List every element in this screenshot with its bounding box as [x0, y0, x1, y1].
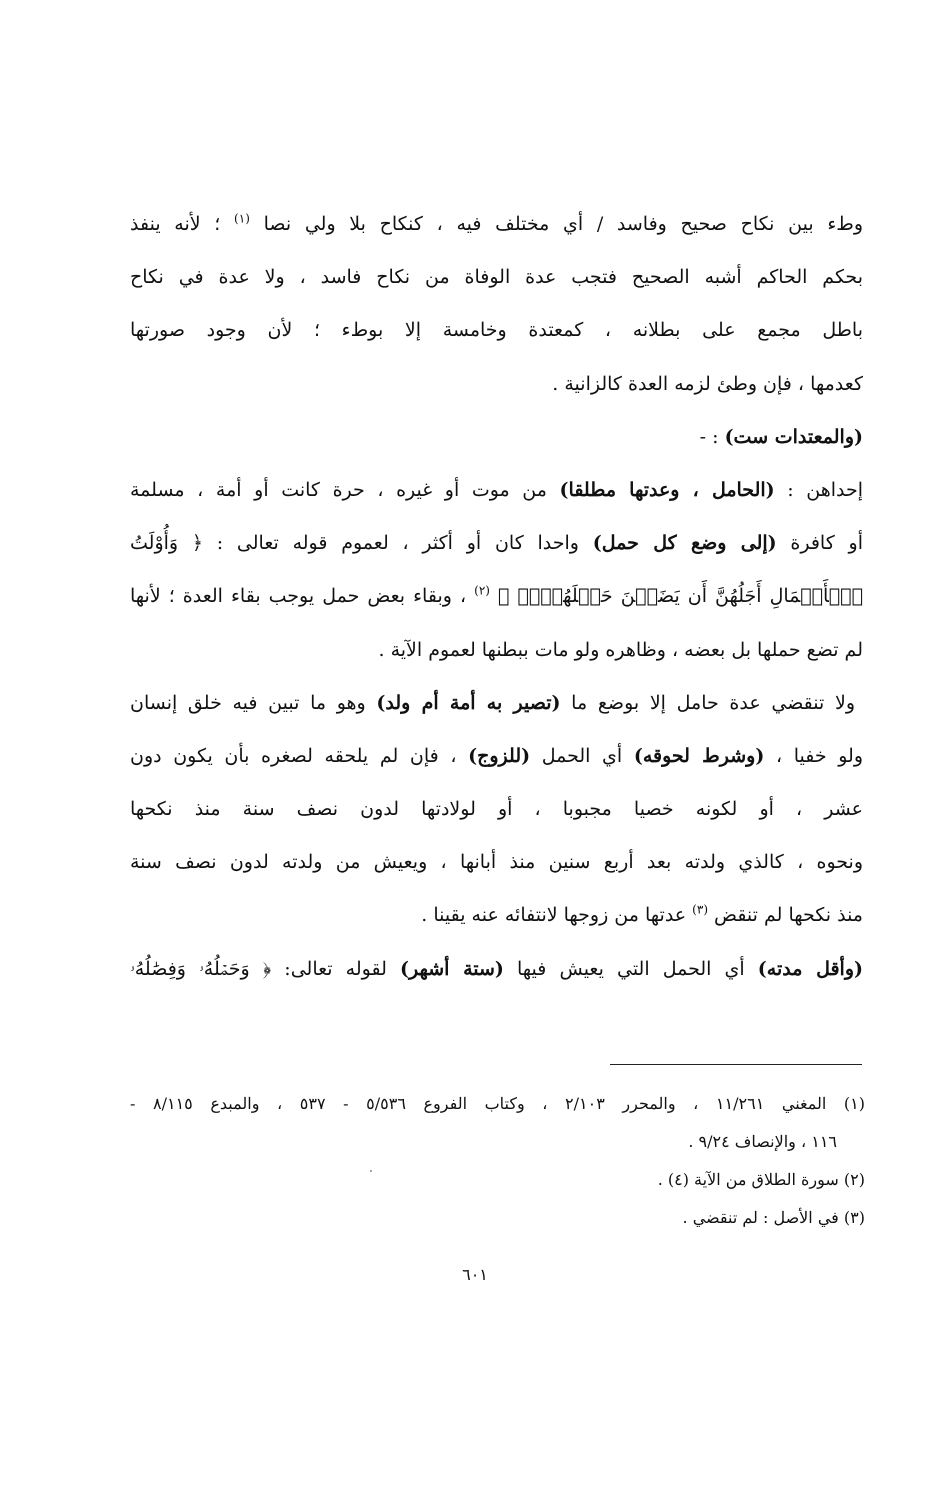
- footnote-3: (٣) في الأصل : لم تنقضي .: [682, 1208, 865, 1227]
- text-line-2: بحكم الحاكم أشبه الصحيح فتجب عدة الوفاة من نكاح فاسد ، ولا عدة في نكاح: [130, 266, 863, 289]
- text-line-15: (وأقل مدته) أي الحمل التي يعيش فيها (ستة أشهر) لقوله تعالى: ﴿ وَحَمۡلُهُۥ وَفِصَٰلُهُۥ: [130, 957, 863, 980]
- text-line-3: باطل مجمع على بطلانه ، كمعتدة وخامسة إلا بوطء ؛ لأن وجود صورتها: [130, 319, 863, 342]
- text-line-6: إحداهن : (الحامل ، وعدتها مطلقا) من موت أو غيره ، حرة كانت أو أمة ، مسلمة: [130, 478, 863, 501]
- footnote-1: (١) المغني ١١/٢٦١ ، والمحرر ٢/١٠٣ ، وكتاب الفروع ٥/٥٣٦ - ٥٣٧ ، والمبدع ٨/١١٥ -: [130, 1094, 865, 1113]
- footnote-separator: [610, 1064, 862, 1065]
- section-heading-line: (والمعتدات ست) : -: [699, 425, 863, 448]
- text-line-7: أو كافرة (إلى وضع كل حمل) واحدا كان أو أكثر ، لعموم قوله تعالى : ﴿ وَأُوْلَتُ: [130, 532, 863, 555]
- quran-quote: ﴿ وَأُوْلَتُ: [130, 532, 203, 555]
- text-line-10: ولا تنقضي عدة حامل إلا بوضع ما (تصير به أمة أم ولد) وهو ما تبين فيه خلق إنسان: [130, 691, 856, 714]
- text-line-13: ونحوه ، كالذي ولدته بعد أربع سنين منذ أبانها ، ويعيش من ولدته لدون نصف سنة: [130, 851, 863, 874]
- footnote-ref-1[interactable]: (١): [234, 211, 250, 226]
- text-line-11: ولو خفيا ، (وشرط لحوقه) أي الحمل (للزوج) ، فإن لم يلحقه لصغره بأن يكون دون: [130, 744, 863, 767]
- footnote-1-continuation: ١١٦ ، والإنصاف ٩/٢٤ .: [688, 1132, 837, 1151]
- text-line-1: وطء بين نكاح صحيح وفاسد / أي مختلف فيه ، كنكاح بلا ولي نصا $^{(١)}$ ؛ لأنه ينفذ: [130, 211, 863, 235]
- text-line-8: ٱلۡأَحۡمَالِ أَجَلُهُنَّ أَن يَضَعۡنَ حَمۡلَهُنَّۚ ﴾ $^{(٢)}$ ، وبقاء بعض حمل يوجب بقاء العدة ؛ لأنها: [130, 583, 863, 608]
- text-line-14: منذ نكحها لم تنقض $^{(٣)}$ عدتها من زوجها لانتفائه عنه يقينا .: [421, 903, 863, 927]
- section-heading: (والمعتدات ست): [724, 425, 863, 448]
- page-number: ٦٠١: [462, 1265, 488, 1284]
- footnote-2: (٢) سورة الطلاق من الآية (٤) .: [657, 1170, 865, 1189]
- text-line-9: لم تضع حملها بل بعضه ، وظاهره ولو مات ببطنها لعموم الآية .: [378, 638, 863, 661]
- text-line-4: كعدمها ، فإن وطئ لزمه العدة كالزانية .: [552, 372, 863, 395]
- quran-quote: ﴿ وَحَمۡلُهُۥ وَفِصَٰلُهُۥ: [130, 957, 272, 980]
- footnotes: [130, 1085, 865, 1237]
- scan-speck: [370, 1170, 372, 1172]
- footnote-ref-3[interactable]: (٣): [692, 903, 708, 918]
- main-text: [130, 198, 863, 996]
- text-line-12: عشر ، أو لكونه خصيا مجبوبا ، أو لولادتها لدون نصف سنة منذ نكحها: [130, 798, 863, 821]
- footnote-ref-2[interactable]: (٢): [474, 583, 490, 598]
- quran-quote: ٱلۡأَحۡمَالِ أَجَلُهُنَّ أَن يَضَعۡنَ حَمۡلَهُنَّۚ ﴾: [498, 585, 863, 608]
